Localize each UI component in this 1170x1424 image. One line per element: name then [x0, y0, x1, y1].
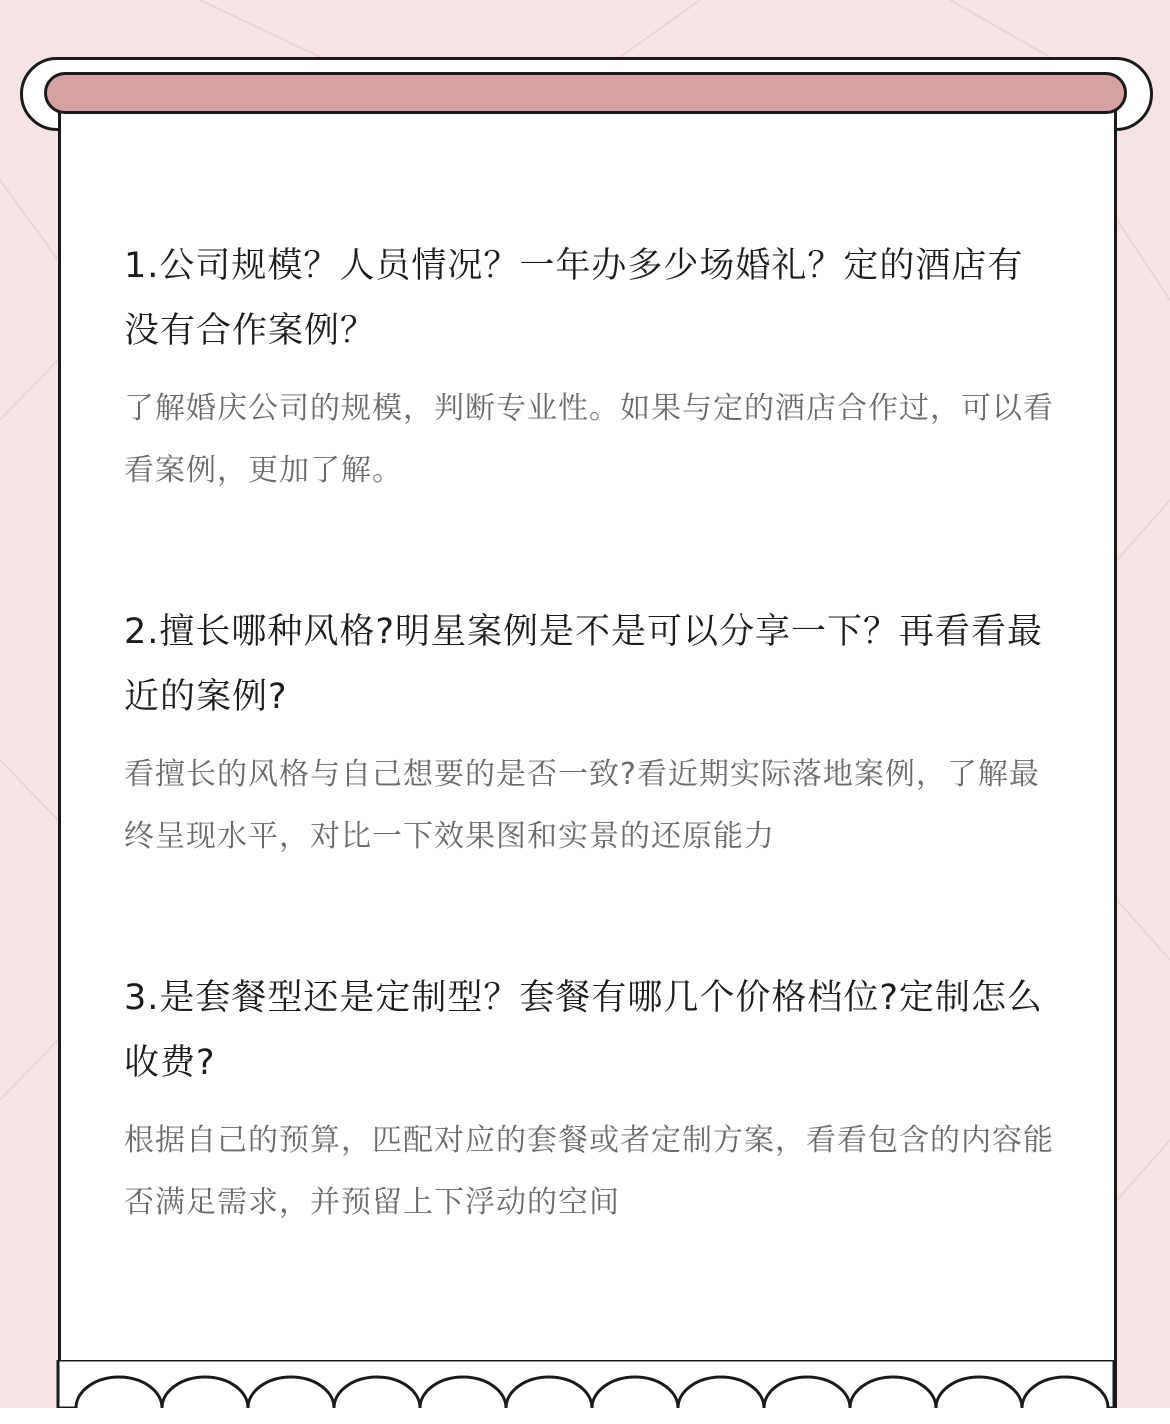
scroll-rod-band — [44, 72, 1127, 114]
question-2: 2.擅长哪种风格?明星案例是不是可以分享一下？再看看最近的案例? — [124, 612, 1043, 717]
answer-1: 了解婚庆公司的规模，判断专业性。如果与定的酒店合作过，可以看看案例，更加了解。 — [124, 391, 1054, 488]
question-3: 3.是套餐型还是定制型？套餐有哪几个价格档位?定制怎么收费? — [124, 978, 1043, 1083]
scalloped-bottom-edge — [0, 1360, 1170, 1424]
question-1: 1.公司规模？人员情况？一年办多少场婚礼？定的酒店有没有合作案例？ — [124, 246, 1024, 351]
qa-block-2 — [124, 600, 1054, 868]
qa-block-3 — [124, 966, 1054, 1234]
scallop-base — [0, 1408, 1170, 1424]
answer-2: 看擅长的风格与自己想要的是否一致?看近期实际落地案例，了解最终呈现水平，对比一下效果图和实景的还原能力 — [124, 757, 1040, 854]
answer-3: 根据自己的预算，匹配对应的套餐或者定制方案，看看包含的内容能否满足需求，并预留上下浮动的空间 — [124, 1123, 1054, 1220]
qa-block-1 — [124, 234, 1054, 502]
